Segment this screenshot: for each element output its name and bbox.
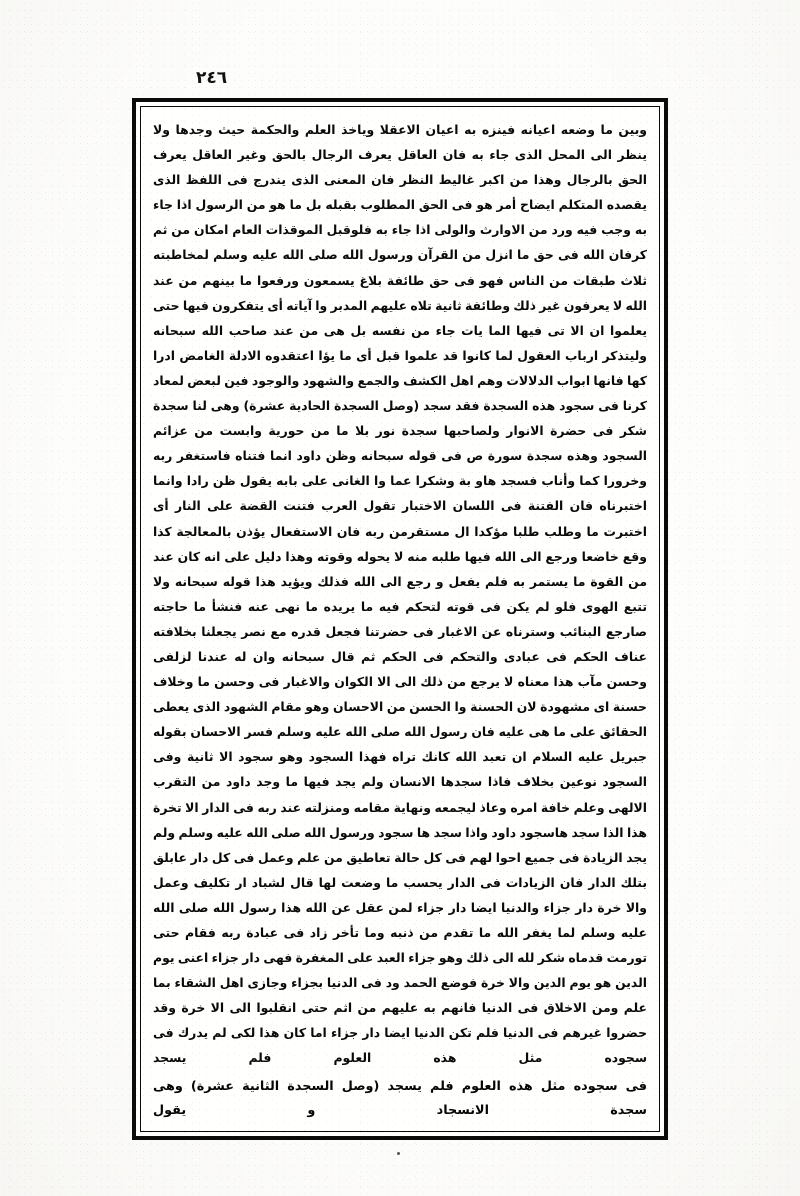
closing-line: فى سجوده مثل هذه العلوم فلم يسجد (وصل السجدة الثانية عشرة) وهى سجدة الانسجاد و يقول (153, 1079, 647, 1118)
page-number: ٦٤٢ (196, 68, 228, 88)
body-paragraph: وبين ما وضعه اعيانه فينزه به اعيان الاعقلا وياخذ العلم والحكمة حيث وجدها ولا ينظر الى المحل الذى جاء به فان العاقل يعرف الرجال بالحق وغير العاقل يعرف الحق بالرجال وهذا من اكبر غاليط النظر فان المعنى الذى يندرج فى اللفظ الذى يقصده المتكلم ايضاح أمر هو فى الحق المطلوب بقبله بل ما هو من الرسول اذا جاء به وجب فيه ورد من الاوارث والولى اذا جاء به فلوقبل الموقذات العام امكان من ثم كرفان الله فى حق ما انزل من القرآن ورسول الله صلى الله عليه وسلم لمخاطبته ثلاث طبقات من الناس فهو فى حق طائفة بلاغ يسمعون ورفعوا ما بينهم من عند الله لا يعرفون غير ذلك وطائفة ثانية تلاه عليهم المدبر وا آياته أى يتفكرون فيها حتى يعلموا ان الا تى فيها الما يات جاء من نفسه بل هى من عند صاحب الله سبحانه وليتذكر ارباب العقول لما كانوا قد علموا قبل أى ما يؤا اعتقدوه الادلة الغامض ادرا كها فانها ابواب الدلالات وهم اهل الكشف والجمع والشهود والوجود فين لبعض لمعاد كرنا فى سجود هذه السجدة فقد سجد (وصل السجدة الحادية عشرة) وهى لنا سجدة شكر فى حضرة الانوار ولصاحبها سجدة نور بلا ما من حورية وابست من عزائم السجود وهذه سجدة سورة ص فى قوله سبحانه وظن داود انما فتناه فاستغفر ربه وخرورا كما وأناب فسجد هاو بة وشكرا عما وا الغانى على بابه يقول ظن رادا وانما اختبرناه فان الفتنة فى اللسان الاختبار تقول العرب فتنت القضة على النار أى اختبرت ما وطلب طلبا مؤكدا ال مستقرمن ربه فان الاستفعال يؤذن بالمعالجة كذا وقع خاضعا ورجع الى الله فيها طلبه منه لا يحوله وقوته وهذا دليل على انه كان عند من القوة ما يستمر به فلم يفعل و رجع الى الله فذلك ويؤيد هذا قوله سبحانه ولا تتبع الهوى فلو لم يكن فى قوته لتحكم فيه ما يريده ما نهى عنه فنشأ ما حاجته صارجع البنائب وسترناه عن الاغبار فى حضرتنا فجعل قدره مع نصر يجعلنا بخلافته عناف الحكم فى عبادى والتحكم فى الحكم ثم قال سبحانه وان له عندنا لزلفى وحسن مآب هذا معناه لا يرجع من ذلك الى الا الكوان والاغبار فى وحسن ما وخلاف حسنة اى مشهودة لان الحسنة وا الحسن من الاحسان وهو مقام الشهود الذى يعطى الحقائق على ما هى عليه فان رسول الله صلى الله عليه وسلم فسر الاحسان بقوله جبريل عليه السلام ان تعبد الله كانك تراه فهذا السجود وهو سجود الا ثانية وفى السجود نوعين بخلاف فاذا سجدها الانسان ولم يجد فيها ما وجد داود من التقرب الالهى وعلم خافة امره وعاذ ليجمعه ونهاية مقامه ومنزلته عند ربه فى الدار الا تخرة هذا الذا سجد هاسجود داود واذا سجد ها سجود ورسول الله صلى الله عليه وسلم ولم يجد الزيادة فى جميع احوا لهم فى كل حالة تعاطيق من علم وعمل فى كل دار عابلق بتلك الدار فان الزيادات فى الدار يحسب ما وضعت لها قال لشباد ار تكليف وعمل والا خرة دار جزاء والدنيا ايضا دار جزاء لمن عقل عن الله هذا رسول الله صلى الله عليه وسلم لما يغفر الله ما تقدم من ذنبه وما تأخر زاد فى عبادة ربه فقام حتى تورمت قدماه شكر لله الى ذلك وهو جزاء العبد على المغفرة فهى دار جزاء اعنى يوم الدين هو يوم الدين والا خرة فوضع الحمد ود فى الدنيا بجزاء وجازى اهل الشقاء بما علم ومن الاخلاق فى الدنيا فانهم به عليهم من اثم حتى انقلبوا الى الا خرة وقد حضروا غيرهم فى الدنيا فلم تكن الدنيا ايضا دار جزاء اما كان هذا لكى لم يدرك فى سجوده مثل هذه العلوم فلم يسجد (153, 122, 647, 1066)
page-footer-dot (397, 1152, 400, 1155)
body-text-block (153, 117, 647, 1123)
text-frame-border (132, 98, 668, 1140)
text-frame-inner-border (140, 106, 660, 1132)
